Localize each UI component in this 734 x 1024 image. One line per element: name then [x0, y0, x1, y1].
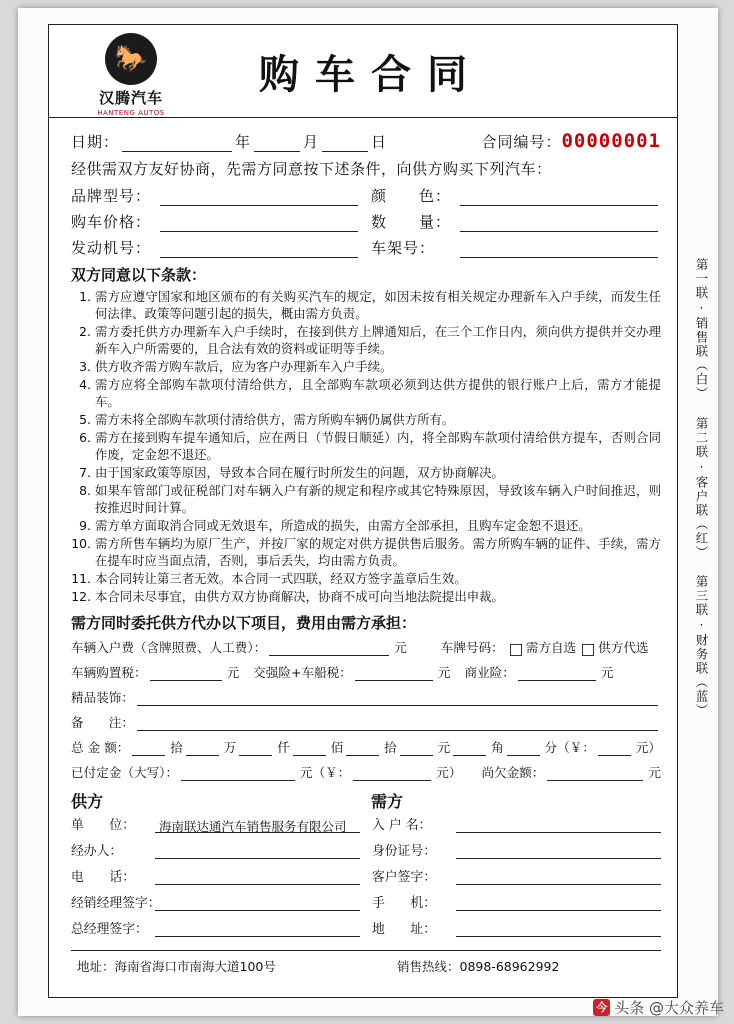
brand-model-label: 品牌型号：	[71, 187, 152, 205]
deposit-words-field[interactable]	[181, 766, 295, 781]
total-numeric-field[interactable]	[598, 741, 631, 756]
fee-row-registration	[71, 637, 661, 656]
date-month-field[interactable]	[254, 136, 300, 152]
price-label: 购车价格：	[71, 213, 152, 231]
paper-sheet	[18, 8, 718, 1016]
buyer-mobile-value[interactable]	[456, 895, 661, 911]
intro-text: 经供需双方友好协商，先需方同意按下述条件，向供方购买下列汽车：	[71, 160, 552, 178]
supplier-phone-value[interactable]	[155, 869, 360, 885]
compulsory-insurance-label: 交强险+车船税：	[253, 665, 352, 680]
vin-label: 车架号：	[371, 239, 436, 257]
sales-manager-value[interactable]	[155, 895, 360, 911]
term-text: 需方在接到购车提车通知后，应在两日（节假日顺延）内，将全部购车款项付清给供方提车，否则合同作废，定金恕不退还。	[95, 430, 661, 462]
term-item	[71, 288, 661, 322]
plate-number-label: 车牌号码：	[440, 640, 504, 655]
engine-no-label: 发动机号：	[71, 239, 152, 257]
term-number: 10.	[71, 536, 91, 551]
purchase-tax-unit: 元	[226, 665, 240, 680]
term-text: 需方应遵守国家和地区颁布的有关购买汽车的规定，如因未按有相关规定办理新车入户手续，而发生任何法律、政策等问题引起的损失，概由需方负责。	[95, 289, 661, 321]
term-text: 需方所售车辆均为原厂生产，并按厂家的规定对供方提供售后服务。需方所购车辆的证件、手续，需方在提车时应当面点清，否则，事后丢失，均由需方负责。	[95, 536, 661, 568]
brand-model-field[interactable]	[160, 190, 358, 206]
document-body	[49, 118, 677, 975]
term-number: 7.	[79, 465, 91, 480]
term-number: 12.	[71, 589, 91, 604]
term-item	[71, 517, 661, 534]
plate-supplier-select-label: 供方代选	[598, 640, 649, 655]
fees-section	[71, 637, 661, 781]
signature-columns	[71, 814, 661, 944]
vehicle-fields	[71, 185, 661, 258]
term-number: 6.	[79, 430, 91, 445]
terms-heading: 双方同意以下条款：	[71, 266, 207, 284]
total-unit-qian: 仟	[277, 740, 290, 755]
term-text: 本合同转让第三者无效。本合同一式四联，经双方签字盖章后生效。	[95, 571, 467, 586]
buyer-name-row	[372, 814, 661, 833]
date-year-field[interactable]	[122, 136, 232, 152]
sales-manager-label: 经销经理签字：	[71, 896, 161, 911]
term-number: 3.	[79, 359, 91, 374]
registration-fee-field[interactable]	[269, 641, 389, 656]
term-item	[71, 411, 661, 428]
term-item	[71, 376, 661, 410]
buyer-name-label: 入 户 名：	[372, 818, 432, 833]
commercial-insurance-field[interactable]	[518, 666, 596, 681]
total-unit-shi2: 拾	[384, 740, 397, 755]
term-item	[71, 429, 661, 463]
term-number: 8.	[79, 483, 91, 498]
supplier-agent-value[interactable]	[155, 843, 360, 859]
month-unit: 月	[303, 133, 320, 151]
term-text: 需方未将全部购车款项付清给供方，需方所购车辆仍属供方所有。	[95, 412, 455, 427]
buyer-mobile-row	[372, 892, 661, 911]
term-text: 需方单方面取消合同或无效退车，所造成的损失，由需方全部承担，且购车定金恕不退还。	[95, 518, 591, 533]
document-header	[49, 25, 677, 118]
copy-labels	[694, 258, 720, 734]
signature-headings	[71, 789, 661, 812]
vehicle-field-row	[71, 185, 661, 206]
buyer-signature-row	[372, 866, 661, 885]
total-unit-close: 元）	[635, 740, 661, 755]
term-number: 1.	[79, 289, 91, 304]
vehicle-field-row	[71, 237, 661, 258]
owed-unit: 元	[648, 765, 661, 780]
total-unit-yuan: 元	[437, 740, 451, 755]
buyer-address-value[interactable]	[456, 921, 661, 937]
term-item	[71, 588, 661, 605]
supplier-heading: 供方	[71, 792, 104, 811]
term-text: 由于国家政策等原因，导致本合同在履行时所发生的问题，双方协商解决。	[95, 465, 504, 480]
quantity-field[interactable]	[460, 216, 658, 232]
footer-address: 地址：海南省海口市南海大道100号	[77, 959, 276, 974]
toutiao-icon: 今	[593, 999, 610, 1016]
term-text: 本合同未尽事宜，由供方双方协商解决，协商不成可向当地法院提出申裁。	[95, 589, 504, 604]
plate-self-select-checkbox[interactable]	[510, 644, 522, 656]
date-label: 日期：	[71, 133, 120, 151]
total-yuan-field[interactable]	[400, 741, 433, 756]
buyer-id-value[interactable]	[456, 843, 661, 859]
day-unit: 日	[371, 133, 388, 151]
sales-manager-row	[71, 892, 360, 911]
copy-label-sales: 第一联·销售联（白）	[694, 258, 709, 401]
commercial-insurance-label: 商业险：	[464, 665, 515, 680]
buyer-name-value[interactable]	[456, 817, 661, 833]
boutique-label: 精品装饰：	[71, 690, 134, 705]
term-text: 需方应将全部购车款项付清给供方，且全部购车款项必须到达供方提供的银行账户上后，需方才能提车。	[95, 377, 661, 409]
total-unit-shi: 拾	[170, 740, 183, 755]
fee-row-total	[71, 737, 661, 756]
page-title: 购车合同	[259, 51, 483, 98]
compulsory-insurance-field[interactable]	[355, 666, 433, 681]
total-unit-bai: 佰	[330, 740, 344, 755]
total-amount-label: 总 金 额：	[71, 740, 130, 755]
remark-field[interactable]	[137, 716, 658, 731]
copy-label-finance: 第三联·财务联（蓝）	[694, 575, 709, 718]
purchase-tax-label: 车辆购置税：	[71, 665, 147, 680]
buyer-id-row	[372, 840, 661, 859]
supplier-phone-label: 电 话：	[71, 870, 135, 885]
registration-fee-unit: 元	[394, 640, 407, 655]
registration-fee-label: 车辆入户费（含牌照费、人工费）：	[71, 640, 267, 655]
brand-name-en: HANTENG AUTOS	[97, 109, 165, 117]
supplier-unit-value[interactable]: 海南联达通汽车销售服务有限公司	[155, 817, 360, 833]
color-field[interactable]	[460, 190, 658, 206]
fee-row-taxes	[71, 662, 661, 681]
buyer-column	[372, 814, 661, 944]
fees-heading: 需方同时委托供方代办以下项目，费用由需方承担：	[71, 614, 417, 632]
remark-label: 备 注：	[71, 715, 134, 730]
total-shi2-field[interactable]	[346, 741, 379, 756]
supplier-phone-row	[71, 866, 360, 885]
plate-self-select-label: 需方自选	[525, 640, 577, 655]
owed-field[interactable]	[547, 766, 643, 781]
contract-no-value: 00000001	[561, 130, 661, 152]
quantity-label: 数 量：	[371, 213, 452, 231]
commercial-insurance-unit: 元	[600, 665, 614, 680]
general-manager-value[interactable]	[155, 921, 360, 937]
deposit-numeric-field[interactable]	[353, 766, 431, 781]
compulsory-insurance-unit: 元	[437, 665, 451, 680]
contract-document	[48, 24, 678, 998]
term-item	[71, 323, 661, 357]
total-jiao-field[interactable]	[453, 741, 486, 756]
footer-hotline: 销售热线：0898-68962992	[397, 959, 560, 974]
price-field[interactable]	[160, 216, 358, 232]
buyer-id-label: 身份证号：	[372, 844, 436, 859]
owed-label: 尚欠金额：	[481, 765, 545, 780]
vehicle-field-row	[71, 211, 661, 232]
buyer-address-row	[372, 918, 661, 937]
term-number: 9.	[79, 518, 91, 533]
buyer-address-label: 地 址：	[372, 922, 436, 937]
watermark-text: 头条 @大众养车	[614, 999, 724, 1017]
date-contract-row	[71, 130, 661, 152]
buyer-heading: 需方	[371, 792, 404, 811]
watermark	[593, 997, 724, 1018]
term-number: 5.	[79, 412, 91, 427]
boutique-field[interactable]	[137, 691, 658, 706]
engine-no-field[interactable]	[160, 242, 358, 258]
total-qian-field[interactable]	[239, 741, 272, 756]
fee-row-deposit	[71, 762, 661, 781]
terms-list	[71, 288, 661, 605]
deposit-unit: 元（￥：	[299, 765, 351, 780]
buyer-signature-label: 客户签字：	[372, 870, 436, 885]
term-item	[71, 464, 661, 481]
plate-supplier-select-checkbox[interactable]	[582, 644, 594, 656]
purchase-tax-field[interactable]	[150, 666, 222, 681]
brand-name-cn: 汉腾汽车	[98, 89, 163, 107]
total-unit-fen: 分（￥：	[544, 740, 595, 755]
contract-no-label: 合同编号：	[481, 133, 562, 151]
term-item	[71, 358, 661, 375]
total-unit-wan: 万	[223, 740, 237, 755]
term-number: 11.	[71, 571, 91, 586]
supplier-column	[71, 814, 360, 944]
vin-field[interactable]	[460, 242, 658, 258]
term-item	[71, 482, 661, 516]
fee-row-remark	[71, 712, 661, 731]
date-day-field[interactable]	[322, 136, 368, 152]
deposit-label: 已付定金（大写）：	[71, 765, 179, 780]
total-bai-field[interactable]	[293, 741, 326, 756]
total-unit-jiao: 角	[491, 740, 504, 755]
total-shi-field[interactable]	[132, 741, 165, 756]
total-wan-field[interactable]	[186, 741, 219, 756]
term-number: 2.	[79, 324, 91, 339]
supplier-agent-label: 经办人：	[71, 844, 123, 859]
document-footer	[71, 950, 661, 975]
term-item	[71, 535, 661, 569]
buyer-signature-value[interactable]	[456, 869, 661, 885]
term-number: 4.	[79, 377, 91, 392]
term-text: 如果车管部门或征税部门对车辆入户有新的规定和程序或其它特殊原因，导致该车辆入户时间推迟，则按推迟时间计算。	[95, 483, 661, 515]
supplier-agent-row	[71, 840, 360, 859]
color-label: 颜 色：	[371, 187, 452, 205]
term-text: 需方委托供方办理新车入户手续时，在接到供方上牌通知后，在三个工作日内，须向供方提供并交办理新车入户所需要的，且合法有效的资料或证明等手续。	[95, 324, 661, 356]
year-unit: 年	[235, 133, 252, 151]
copy-label-customer: 第二联·客户联（红）	[694, 416, 709, 559]
horse-glyph: 🐎	[114, 44, 148, 74]
fee-row-boutique	[71, 687, 661, 706]
term-item	[71, 570, 661, 587]
total-fen-field[interactable]	[507, 741, 540, 756]
supplier-unit-label: 单 位：	[71, 818, 135, 833]
general-manager-label: 总经理签字：	[71, 922, 148, 937]
buyer-mobile-label: 手 机：	[372, 896, 436, 911]
supplier-unit-row	[71, 814, 360, 833]
general-manager-row	[71, 918, 360, 937]
deposit-unit2: 元）	[436, 765, 462, 780]
term-text: 供方收齐需方购车款后，应为客户办理新车入户手续。	[95, 359, 393, 374]
